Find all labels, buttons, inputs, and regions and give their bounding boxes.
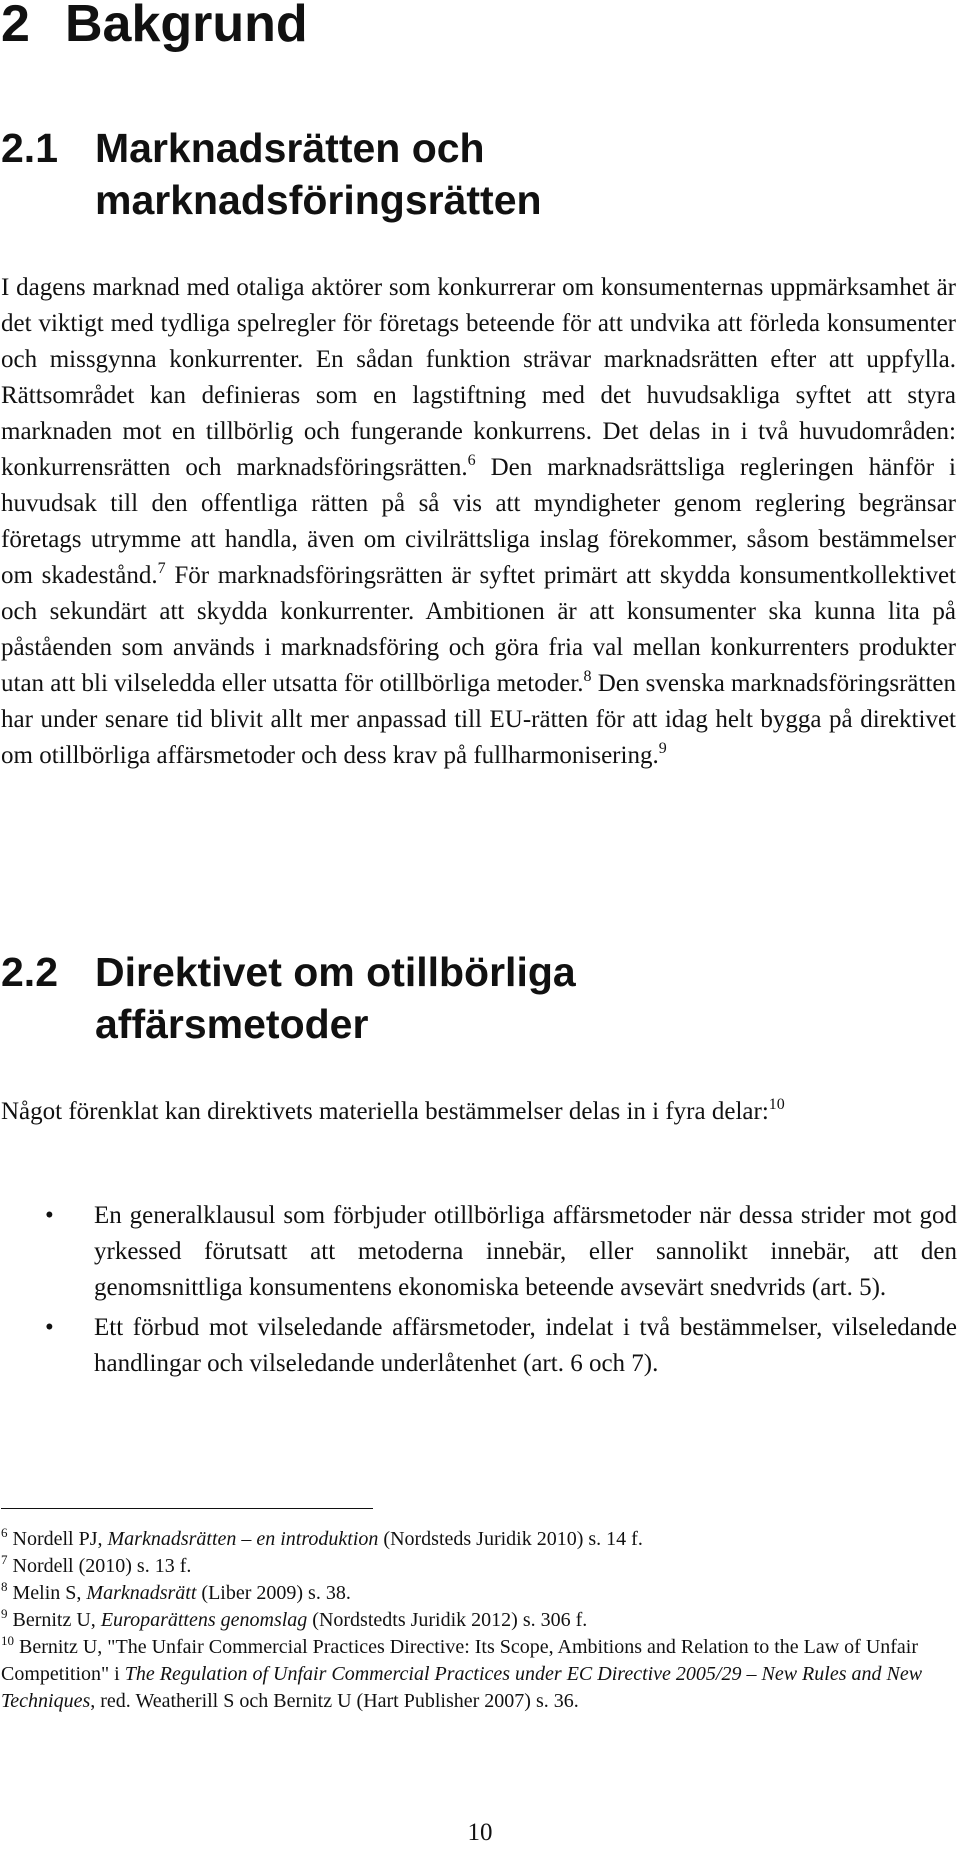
footnote-number: 7 (1, 1552, 8, 1567)
footnotes (1, 1526, 956, 1715)
footnote-text: Nordell (2010) s. 13 f. (7, 1555, 192, 1577)
footnote-10 (1, 1634, 956, 1715)
footnote-title: Marknadsrätten – en introduktion (107, 1528, 379, 1550)
footnote-number: 10 (1, 1633, 14, 1648)
footnote-text: (Liber 2009) s. 38. (196, 1582, 351, 1604)
footnote-8 (1, 1580, 956, 1607)
footnote-text: , red. Weatherill S och Bernitz U (Hart Publisher 2007) s. 36. (90, 1690, 579, 1712)
bullet-icon: • (45, 1202, 54, 1229)
section-2-1-paragraph (1, 270, 956, 774)
paragraph-text-part-1: I dagens marknad med otaliga aktörer som konkurrerar om konsumenternas uppmärksamhet är det viktigt med tydliga spelregler för företags beteende för att undvika att förleda konsumenter och missgynna konkurrenter. En sådan funktion strävar marknadsrätten efter att uppfylla. Rättsområdet kan definieras som en lagstiftning med det huvudsakliga syftet att styra marknaden mot en tillbörlig och fungerande konkurrens. Det delas in i två huvudområden: konkurrensrätten och marknadsföringsrätten. (1, 274, 956, 481)
section-2-1-heading (1, 122, 855, 226)
list-item (0, 1310, 957, 1382)
section-2-2-intro (1, 1094, 956, 1130)
paragraph-text-part-3: För marknadsföringsrätten är syftet primärt att skydda konsumentkollektivet och sekundärt att skydda konkurrenter. Ambitionen är att konsumenter ska kunna lita på påståenden som används i marknadsföring och göra fria val mellan konkurrenters produkter utan att bli vilseledda eller utsatta för otillbörliga metoder. (1, 562, 956, 697)
footnote-ref-6[interactable]: 6 (467, 452, 476, 469)
list-item-text: Ett förbud mot vilseledande affärsmetoder, indelat i två bestämmelser, vilseledande handlingar och vilseledande underlåtenhet (art. 6 och 7). (94, 1314, 957, 1377)
footnote-text: Melin S, (7, 1582, 87, 1604)
footnote-text: Bernitz U, "The Unfair Commercial Practices Directive: Its Scope, Ambitions and Relation to the Law of Unfair Competition" i (1, 1636, 919, 1685)
chapter-title: Bakgrund (65, 0, 308, 53)
footnote-9 (1, 1607, 956, 1634)
footnote-7 (1, 1553, 956, 1580)
footnote-title: Europarättens genomslag (100, 1609, 308, 1631)
footnote-text: (Nordsteds Juridik 2010) s. 14 f. (378, 1528, 643, 1550)
provisions-list (0, 1198, 957, 1386)
footnote-number: 6 (1, 1525, 8, 1540)
footnote-ref-8[interactable]: 8 (583, 668, 592, 685)
chapter-heading (1, 0, 308, 52)
footnote-title: Marknadsrätt (86, 1582, 197, 1604)
section-2-2-number: 2.2 (1, 949, 58, 995)
footnote-ref-10[interactable]: 10 (768, 1096, 785, 1113)
section-2-1-title: Marknadsrätten och marknadsföringsrätten (95, 125, 542, 223)
footnote-6 (1, 1526, 956, 1553)
footnote-text: Bernitz U, (7, 1609, 101, 1631)
footnote-ref-7[interactable]: 7 (157, 560, 166, 577)
list-item-text: En generalklausul som förbjuder otillbörliga affärsmetoder när dessa strider mot god yrkessed förutsatt att metoderna innebär, eller sannolikt innebär, att den genomsnittliga konsumentens ekonomiska beteende avsevärt snedvrids (art. 5). (94, 1202, 957, 1301)
intro-text: Något förenklat kan direktivets materiella bestämmelser delas in i fyra delar: (1, 1098, 769, 1125)
paragraph-text-part-2: Den marknadsrättsliga regleringen hänför i huvudsak till den offentliga rätten på så vis att myndigheter genom reglering begränsar företags utrymme att handla, även om civilrättsliga inslag förekommer, såsom bestämmelser om skadestånd. (1, 454, 956, 589)
footnote-text: (Nordstedts Juridik 2012) s. 306 f. (307, 1609, 588, 1631)
footnote-number: 8 (1, 1579, 8, 1594)
section-2-2-title: Direktivet om otillbörliga affärsmetoder (95, 949, 576, 1047)
footnote-title: The Regulation of Unfair Commercial Practices under EC Directive 2005/29 – New Rules and New Techniques (1, 1663, 923, 1712)
bullet-icon: • (45, 1314, 54, 1341)
footnote-number: 9 (1, 1606, 8, 1621)
footnote-text: Nordell PJ, (7, 1528, 108, 1550)
page-number: 10 (467, 1819, 493, 1846)
footnote-divider (1, 1508, 373, 1509)
footnote-ref-9[interactable]: 9 (658, 740, 667, 757)
list-item (0, 1198, 957, 1306)
section-2-1-number: 2.1 (1, 125, 58, 171)
section-2-2-heading (1, 946, 695, 1050)
chapter-number: 2 (1, 0, 30, 53)
paragraph-text-part-4: Den svenska marknadsföringsrätten har under senare tid blivit allt mer anpassad till EU-rätten för att idag helt bygga på direktivet om otillbörliga affärsmetoder och dess krav på fullharmonisering. (1, 670, 956, 769)
